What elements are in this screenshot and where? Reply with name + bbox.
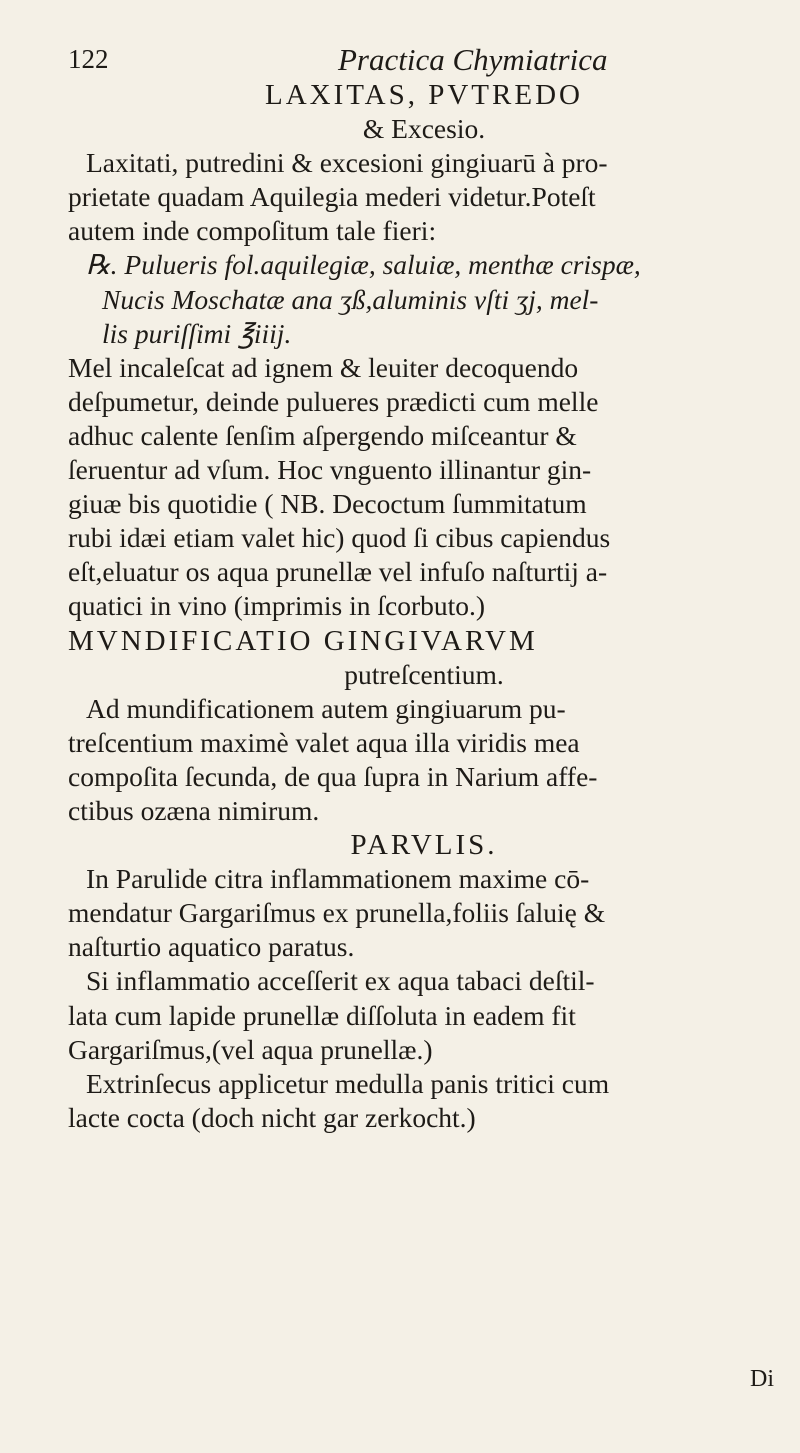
text-line: Ad mundificationem autem gingiuarum pu- <box>86 692 566 724</box>
section-subheading: & Excesio. <box>362 113 486 145</box>
recipe-line: lis puriſſimi ℥iiij. <box>102 317 292 349</box>
text-line: Gargariſmus,(vel aqua prunellæ.) <box>68 1033 433 1065</box>
text-line: naſturtio aquatico paratus. <box>68 931 355 963</box>
catchword: Di <box>750 1366 774 1392</box>
running-title: Practica Chymiatrica <box>338 42 608 77</box>
text-line: mendatur Gargariſmus ex prunella,foliis ſaluię & <box>68 897 606 929</box>
text-line: Laxitati, putredini & excesioni gingiuarū à pro- <box>86 147 608 179</box>
text-line: deſpumetur, deinde pulueres prædicti cum melle <box>68 385 599 417</box>
section-heading-parulis: PARVLIS. <box>350 829 498 862</box>
text-line: treſcentium maximè valet aqua illa viridis mea <box>68 726 580 758</box>
text-line: ctibus ozæna nimirum. <box>68 794 320 826</box>
recipe-line: ℞. Pulueris fol.aquilegiæ, saluiæ, menthæ crispæ, <box>86 249 641 281</box>
page-header <box>68 42 768 82</box>
text-line: eſt,eluatur os aqua prunellæ vel infuſo naſturtij a- <box>68 556 608 588</box>
text-line: autem inde compoſitum tale fieri: <box>68 215 437 247</box>
section-heading-mundificatio: MVNDIFICATIO GINGIVARVM <box>68 624 538 657</box>
text-line: lata cum lapide prunellæ diſſoluta in eadem fit <box>68 999 576 1031</box>
text-line: Extrinſecus applicetur medulla panis tritici cum <box>86 1067 610 1099</box>
text-line: prietate quadam Aquilegia mederi videtur.Poteſt <box>68 181 596 213</box>
page-number: 122 <box>68 44 109 74</box>
recipe-line: Nucis Moschatæ ana ʒß,aluminis vſti ʒj, mel- <box>102 283 599 315</box>
text-line: quatici in vino (imprimis in ſcorbuto.) <box>68 590 486 622</box>
text-line: giuæ bis quotidie ( NB. Decoctum ſummitatum <box>68 488 587 520</box>
text-line: rubi idæi etiam valet hic) quod ſi cibus capiendus <box>68 522 611 554</box>
text-line: lacte cocta (doch nicht gar zerkocht.) <box>68 1101 476 1133</box>
text-line: Si inflammatio acceſſerit ex aqua tabaci deſtil- <box>86 965 595 997</box>
text-line: In Parulide citra inflammationem maxime cō- <box>86 863 590 895</box>
text-line: Mel incaleſcat ad ignem & leuiter decoquendo <box>68 351 579 383</box>
section-heading-laxitas: LAXITAS, PVTREDO <box>265 79 583 111</box>
body-text <box>68 78 780 1135</box>
text-line: compoſita ſecunda, de qua ſupra in Narium affe- <box>68 760 598 792</box>
section-subheading: putreſcentium. <box>344 658 504 690</box>
text-line: ſeruentur ad vſum. Hoc vnguento illinantur gin- <box>68 454 592 486</box>
text-line: adhuc calente ſenſim aſpergendo miſceantur & <box>68 419 577 451</box>
